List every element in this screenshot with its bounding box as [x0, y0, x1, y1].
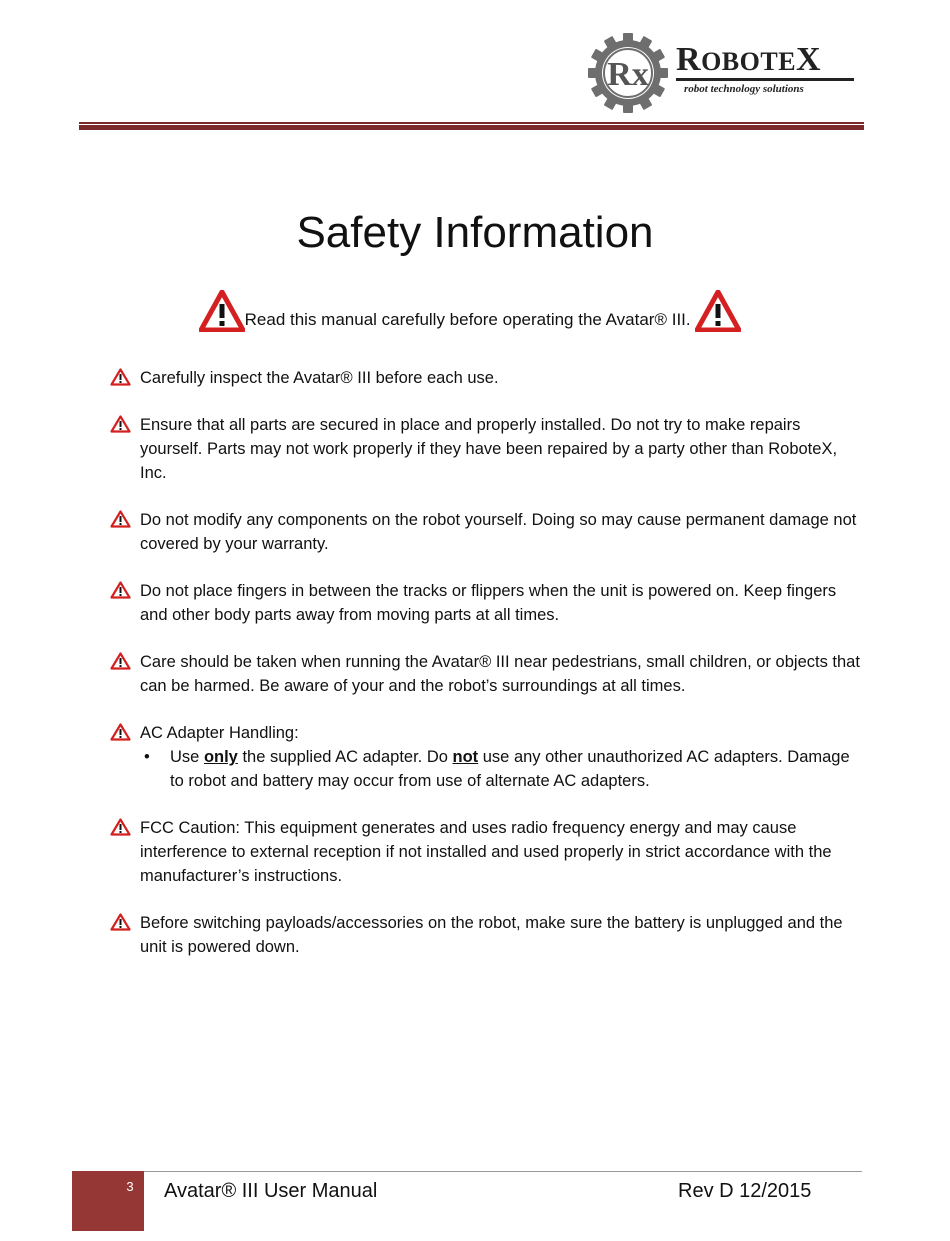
- bullet-text: use any other unauthorized AC adapters. Damage to robot and battery may occur from use of alternate AC adapters.: [170, 748, 850, 790]
- robotex-logo: [588, 33, 858, 115]
- warning-triangle-icon: [695, 290, 741, 332]
- warning-triangle-icon: [110, 510, 131, 528]
- bullet-dot: •: [144, 748, 150, 766]
- header-rule-thin: [79, 122, 864, 124]
- safety-item-text: Do not modify any components on the robot yourself. Doing so may cause permanent damage not covered by your warranty.: [140, 511, 857, 553]
- page-title: Safety Information: [296, 208, 654, 257]
- brand-name: [676, 43, 821, 79]
- warning-triangle-icon: [110, 913, 131, 931]
- bullet-emphasis: not: [452, 748, 479, 766]
- safety-item-text: Carefully inspect the Avatar® III before each use.: [140, 369, 499, 387]
- footer-revision: Rev D 12/2015: [678, 1180, 812, 1202]
- safety-item: [110, 816, 860, 888]
- brand-tagline: robot technology solutions: [684, 83, 804, 95]
- safety-item: [110, 721, 860, 793]
- warning-triangle-icon: [110, 415, 131, 433]
- footer-page-box: [72, 1171, 144, 1231]
- safety-item: [110, 366, 860, 390]
- safety-item: [110, 413, 860, 485]
- brand-letter-r: R: [676, 41, 702, 78]
- safety-item: [110, 650, 860, 698]
- safety-item-text: FCC Caution: This equipment generates and uses radio frequency energy and may cause interference to external reception if not installed and used properly in strict accordance with the manufacturer’s instructions.: [140, 819, 832, 885]
- safety-item: [110, 911, 860, 959]
- safety-item: [110, 579, 860, 627]
- bullet-item: [140, 745, 860, 793]
- safety-item: [110, 508, 860, 556]
- safety-item-text: Do not place fingers in between the tracks or flippers when the unit is powered on. Keep fingers and other body parts away from moving parts at all times.: [140, 582, 837, 624]
- footer-rule: [144, 1171, 862, 1172]
- bullet-text: Use: [170, 748, 204, 766]
- warning-triangle-icon: [199, 290, 245, 332]
- gear-icon: [588, 33, 668, 113]
- brand-letters-mid: OBOTE: [701, 47, 797, 76]
- page-number: 3: [126, 1179, 134, 1194]
- safety-item-text: Before switching payloads/accessories on the robot, make sure the battery is unplugged and the unit is powered down.: [140, 914, 843, 956]
- brand-underline: [676, 78, 854, 81]
- warning-triangle-icon: [110, 368, 131, 386]
- safety-item-text: AC Adapter Handling:: [140, 724, 299, 742]
- safety-item-text: Care should be taken when running the Avatar® III near pedestrians, small children, or objects that can be harmed. Be aware of your and the robot’s surroundings at all times.: [140, 653, 860, 695]
- intro-line: [0, 286, 940, 332]
- bullet-emphasis: only: [203, 748, 238, 766]
- logo-monogram: Rx: [607, 56, 649, 93]
- bullet-text: the supplied AC adapter. Do: [237, 748, 453, 766]
- safety-item-text: Ensure that all parts are secured in place and properly installed. Do not try to make repairs yourself. Parts may not work properly if they have been repaired by a party other than RoboteX, Inc.: [140, 416, 838, 482]
- header-rule-thick: [79, 125, 864, 130]
- safety-list: [110, 366, 860, 982]
- footer-manual-title: Avatar® III User Manual: [164, 1180, 378, 1202]
- brand-letter-x: X: [796, 41, 822, 78]
- intro-text: Read this manual carefully before operating the Avatar® III.: [244, 310, 691, 329]
- warning-triangle-icon: [110, 581, 131, 599]
- warning-triangle-icon: [110, 818, 131, 836]
- warning-triangle-icon: [110, 652, 131, 670]
- warning-triangle-icon: [110, 723, 131, 741]
